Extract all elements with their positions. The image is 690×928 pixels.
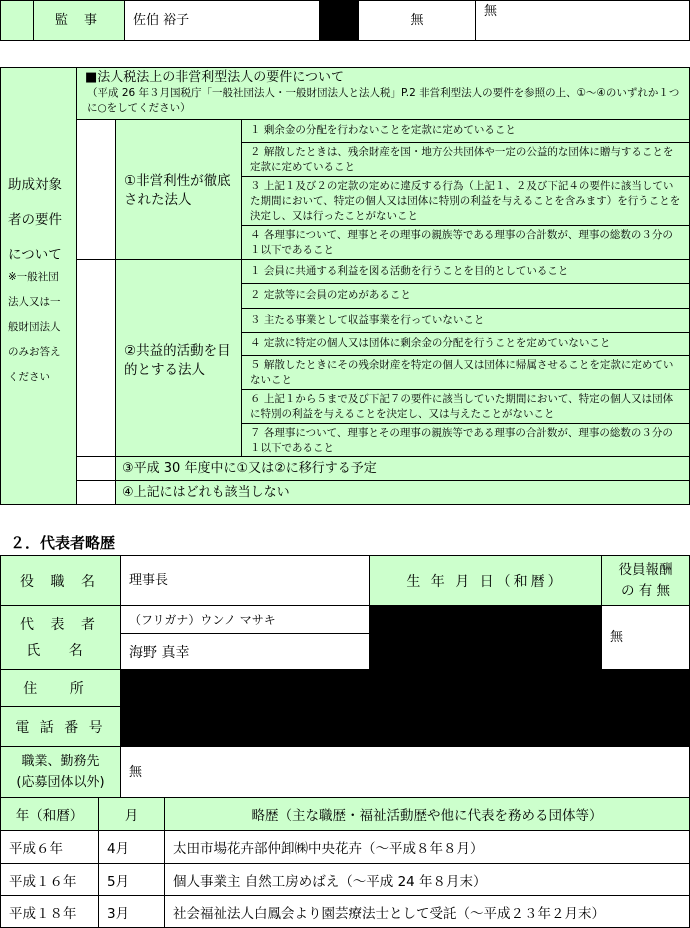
side-label-line: 者の要件 xyxy=(8,212,62,228)
phone-label: 電 話 番 号 xyxy=(0,706,121,747)
eligibility-side-cell xyxy=(0,67,77,505)
history-desc: 社会福祉法人白鳳会より園芸療法士として受託（～平成２３年２月末） xyxy=(164,895,690,928)
history-year: 平成６年 xyxy=(0,830,99,864)
group2-item: ７ 各理事について、理事とその理事の親族等である理事の合計数が、理事の総数の３分の１以下であること xyxy=(241,423,690,457)
birth-label: 生 年 月 日（和暦） xyxy=(369,555,602,606)
history-year: 平成１８年 xyxy=(0,895,99,928)
history-year: 平成１６年 xyxy=(0,863,99,896)
section2-title: ２．代表者略歴 xyxy=(10,534,116,552)
group2-item: ２ 定款等に会員の定めがあること xyxy=(241,283,690,309)
group1-label: ①非営利性が徹底された法人 xyxy=(124,173,231,208)
job-label-line: 職業、勤務先 xyxy=(21,754,100,769)
group2-item: ６ 上記１から５まで及び下記７の要件に該当していた期間において、特定の個人又は団体に特別の利益を与えることを決定し、又は与えたことがないこと xyxy=(241,389,690,424)
group1-item: ２ 解散したときは、残余財産を国・地方公共団体や一定の公益的な団体に贈与することを定款に定めていること xyxy=(241,142,690,177)
furigana-cell: （フリガナ）ウンノ マサキ xyxy=(120,605,370,634)
history-month: 5月 xyxy=(98,863,165,896)
officer-role: 監 事 xyxy=(33,0,125,41)
rep-name-cell: 海野 真幸 xyxy=(120,633,370,670)
side-label-line: 助成対象 xyxy=(8,177,62,193)
side-note-line: 般財団法人 xyxy=(8,321,61,333)
group1-item: ３ 上記１及び２の定款の定めに違反する行為（上記１、２及び下記４の要件に該当していた期間において、特定の個人又は団体に特別の利益を与えることを含みます）を行うことを決定し、又は行ったことがないこと xyxy=(241,176,690,226)
redacted-birthdate xyxy=(369,605,602,670)
group2-item: １ 会員に共通する利益を図る活動を行うことを目的としていること xyxy=(241,259,690,284)
officer-note: 無 xyxy=(475,0,690,41)
eligibility-instructions: （平成 26 年３月国税庁「一般社団法人・一般財団法人と法人税」P.2 非営利型法人の要件を参照の上、①～④のいずれか１つに○をしてください） xyxy=(87,87,680,114)
rep-label xyxy=(0,605,121,670)
reward-value: 無 xyxy=(601,605,690,670)
position-label: 役 職 名 xyxy=(0,555,121,606)
address-label: 住 所 xyxy=(0,669,121,707)
officer-reward: 無 xyxy=(358,0,476,41)
side-note-line: のみお答え xyxy=(8,346,61,358)
rep-label-line: 代 表 者 xyxy=(20,616,101,633)
redacted-phone xyxy=(120,706,690,747)
group1-label-cell xyxy=(115,119,242,260)
reward-label-line: の 有 無 xyxy=(620,582,671,599)
rep-label-line: 氏 名 xyxy=(26,642,95,659)
eligibility-title: ■法人税法上の非営利型法人の要件について xyxy=(85,70,345,85)
group2-label: ②共益的活動を目的とする法人 xyxy=(124,343,231,378)
group2-label-cell xyxy=(115,259,242,457)
top-row-spacer xyxy=(0,0,34,41)
option4-label: ④上記にはどれも該当しない xyxy=(115,480,690,505)
history-header-desc: 略歴（主な職歴・福祉活動歴や他に代表を務める団体等） xyxy=(164,797,690,831)
side-note-line: ください xyxy=(8,371,50,383)
redacted-block xyxy=(319,0,359,41)
eligibility-header xyxy=(76,67,690,120)
option4-check-cell[interactable] xyxy=(76,480,116,505)
group2-item: ３ 主たる事業として収益事業を行っていないこと xyxy=(241,308,690,333)
side-note-line: ※一般社団 xyxy=(8,271,59,283)
reward-label-line: 役員報酬 xyxy=(618,561,673,578)
group2-item: ４ 定款に特定の個人又は団体に剰余金の分配を行うことを定めていないこと xyxy=(241,332,690,356)
reward-label xyxy=(601,555,690,606)
history-header-month: 月 xyxy=(98,797,165,831)
job-value: 無 xyxy=(120,746,690,798)
job-label xyxy=(0,746,121,798)
group1-item: ４ 各理事について、理事とその理事の親族等である理事の合計数が、理事の総数の３分の１以下であること xyxy=(241,225,690,260)
group2-check-cell[interactable] xyxy=(76,259,116,457)
history-desc: 個人事業主 自然工房めばえ（～平成 24 年８月末） xyxy=(164,863,690,896)
history-desc: 太田市場花卉部仲卸㈱中央花卉（～平成８年８月） xyxy=(164,830,690,864)
group1-item: １ 剰余金の分配を行わないことを定款に定めていること xyxy=(241,119,690,143)
history-month: 4月 xyxy=(98,830,165,864)
side-label-line: について xyxy=(8,247,62,263)
side-note-line: 法人又は一 xyxy=(8,296,61,308)
officer-name: 佐伯 裕子 xyxy=(124,0,320,41)
history-month: 3月 xyxy=(98,895,165,928)
group2-item: ５ 解散したときにその残余財産を特定の個人又は団体に帰属させることを定款に定めていないこと xyxy=(241,355,690,390)
group1-check-cell[interactable] xyxy=(76,119,116,260)
history-header-year: 年（和暦） xyxy=(0,797,99,831)
option3-label: ③平成 30 年度中に①又は②に移行する予定 xyxy=(115,456,690,481)
option3-check-cell[interactable] xyxy=(76,456,116,481)
position-value: 理事長 xyxy=(120,555,370,606)
redacted-address xyxy=(120,669,690,707)
job-label-line: (応募団体以外) xyxy=(16,775,105,790)
